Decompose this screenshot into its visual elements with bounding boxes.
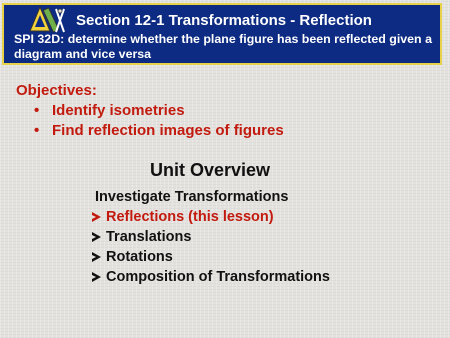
investigate-heading: Investigate Transformations — [95, 189, 289, 205]
arrow-bullet-icon — [92, 212, 101, 222]
topics-list — [92, 207, 330, 287]
slide-subtitle: SPI 32D: determine whether the plane figure has been reflected given a diagram and vice versa — [14, 32, 432, 61]
arrow-bullet-icon — [92, 232, 101, 242]
bullet-icon: • — [34, 122, 40, 139]
topic-item-reflections — [92, 207, 330, 227]
header-banner — [2, 3, 442, 65]
arrow-bullet-icon — [92, 272, 101, 282]
objective-label: Find reflection images of figures — [52, 122, 284, 139]
unit-overview-heading: Unit Overview — [149, 160, 271, 180]
objective-item — [34, 101, 284, 121]
topic-label: Rotations — [106, 249, 173, 265]
topic-item-composition — [92, 267, 330, 287]
objective-label: Identify isometries — [52, 102, 185, 119]
topic-item-rotations — [92, 247, 330, 267]
topic-label: Composition of Transformations — [106, 269, 330, 285]
objectives-list — [34, 101, 284, 141]
bullet-icon: • — [34, 102, 40, 119]
topic-item-translations — [92, 227, 330, 247]
objectives-heading: Objectives: — [16, 82, 97, 99]
topic-label: Reflections (this lesson) — [106, 209, 274, 225]
objective-item — [34, 121, 284, 141]
arrow-bullet-icon — [92, 252, 101, 262]
slide-title: Section 12-1 Transformations - Reflection — [76, 12, 372, 29]
topic-label: Translations — [106, 229, 192, 245]
